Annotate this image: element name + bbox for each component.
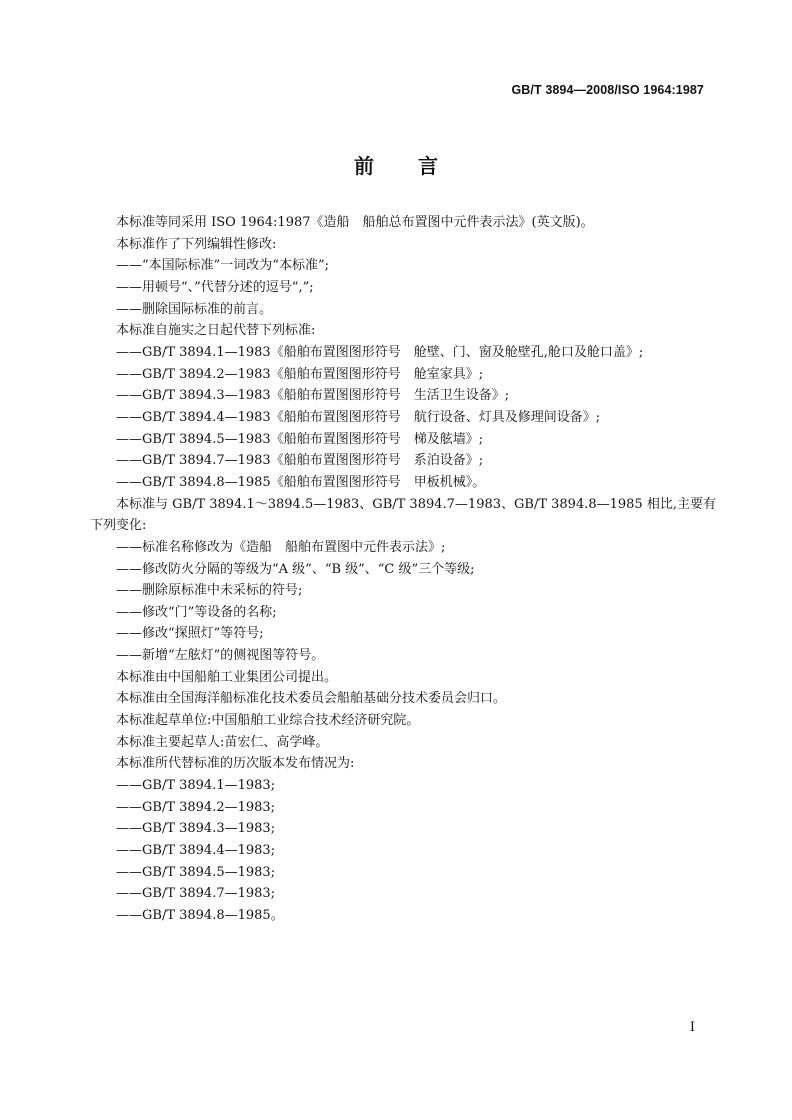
paragraph: 本标准所代替标准的历次版本发布情况为: [116, 756, 355, 772]
list-item: ——GB/T 3894.1—1983《船舶布置图图形符号 舱壁、门、窗及舱壁孔,舱口及舱口盖》; [116, 344, 644, 360]
list-item: ——标准名称修改为《造船 船舶布置图中元件表示法》; [116, 539, 446, 555]
list-item: ——新增“左舷灯”的侧视图等符号。 [116, 648, 325, 664]
list-item: ——GB/T 3894.5—1983; [116, 864, 276, 880]
paragraph: 本标准起草单位:中国船舶工业综合技术经济研究院。 [116, 713, 420, 729]
paragraph: 本标准等同采用 ISO 1964:1987《造船 船舶总布置图中元件表示法》(英文版)。 [116, 215, 594, 230]
list-item: ——GB/T 3894.5—1983《船舶布置图图形符号 梯及舷墙》; [116, 431, 484, 447]
paragraph-continuation: 下列变化: [90, 518, 147, 534]
list-item: ——GB/T 3894.3—1983; [116, 821, 276, 837]
list-item: ——GB/T 3894.7—1983; [116, 886, 276, 902]
list-item: ——删除国际标准的前言。 [116, 301, 273, 317]
list-item: ——GB/T 3894.8—1985。 [116, 908, 284, 923]
list-item: ——修改“门”等设备的名称; [116, 604, 277, 620]
list-item: ——修改防火分隔的等级为“A 级”、“B 级”、“C 级”三个等级; [116, 561, 475, 577]
paragraph: 本标准主要起草人:苗宏仁、高学峰。 [116, 734, 329, 750]
list-item: ——删除原标准中未采标的符号; [116, 583, 303, 599]
list-item: ——GB/T 3894.4—1983《船舶布置图图形符号 航行设备、灯具及修理间设备》; [116, 409, 601, 425]
list-item: ——“本国际标准”一词改为“本标准”; [116, 258, 329, 274]
list-item: ——用顿号“、”代替分述的逗号“,”; [116, 279, 314, 295]
list-item: ——GB/T 3894.2—1983; [116, 799, 276, 815]
paragraph: 本标准由全国海洋船标准化技术委员会船舶基础分技术委员会归口。 [116, 691, 507, 707]
list-item: ——GB/T 3894.1—1983; [116, 778, 276, 794]
page-number: I [689, 1020, 695, 1035]
list-item: ——GB/T 3894.2—1983《船舶布置图图形符号 舱室家具》; [116, 366, 484, 382]
document-body [90, 212, 716, 927]
list-item: ——GB/T 3894.3—1983《船舶布置图图形符号 生活卫生设备》; [116, 388, 510, 404]
list-item: ——修改“探照灯”等符号; [116, 626, 264, 642]
paragraph: 本标准自施实之日起代替下列标准: [116, 323, 316, 339]
list-item: ——GB/T 3894.7—1983《船舶布置图图形符号 系泊设备》; [116, 453, 484, 469]
paragraph: 本标准作了下列编辑性修改: [116, 236, 277, 252]
list-item: ——GB/T 3894.8—1985《船舶布置图图形符号 甲板机械》。 [116, 474, 486, 490]
paragraph: 本标准由中国船舶工业集团公司提出。 [116, 669, 338, 685]
paragraph: 本标准与 GB/T 3894.1～3894.5—1983、GB/T 3894.7—1983、GB/T 3894.8—1985 相比,主要有 [116, 496, 716, 512]
standard-code-header: GB/T 3894—2008/ISO 1964:1987 [511, 83, 704, 97]
page-title: 前言 [354, 154, 482, 178]
list-item: ——GB/T 3894.4—1983; [116, 843, 276, 859]
